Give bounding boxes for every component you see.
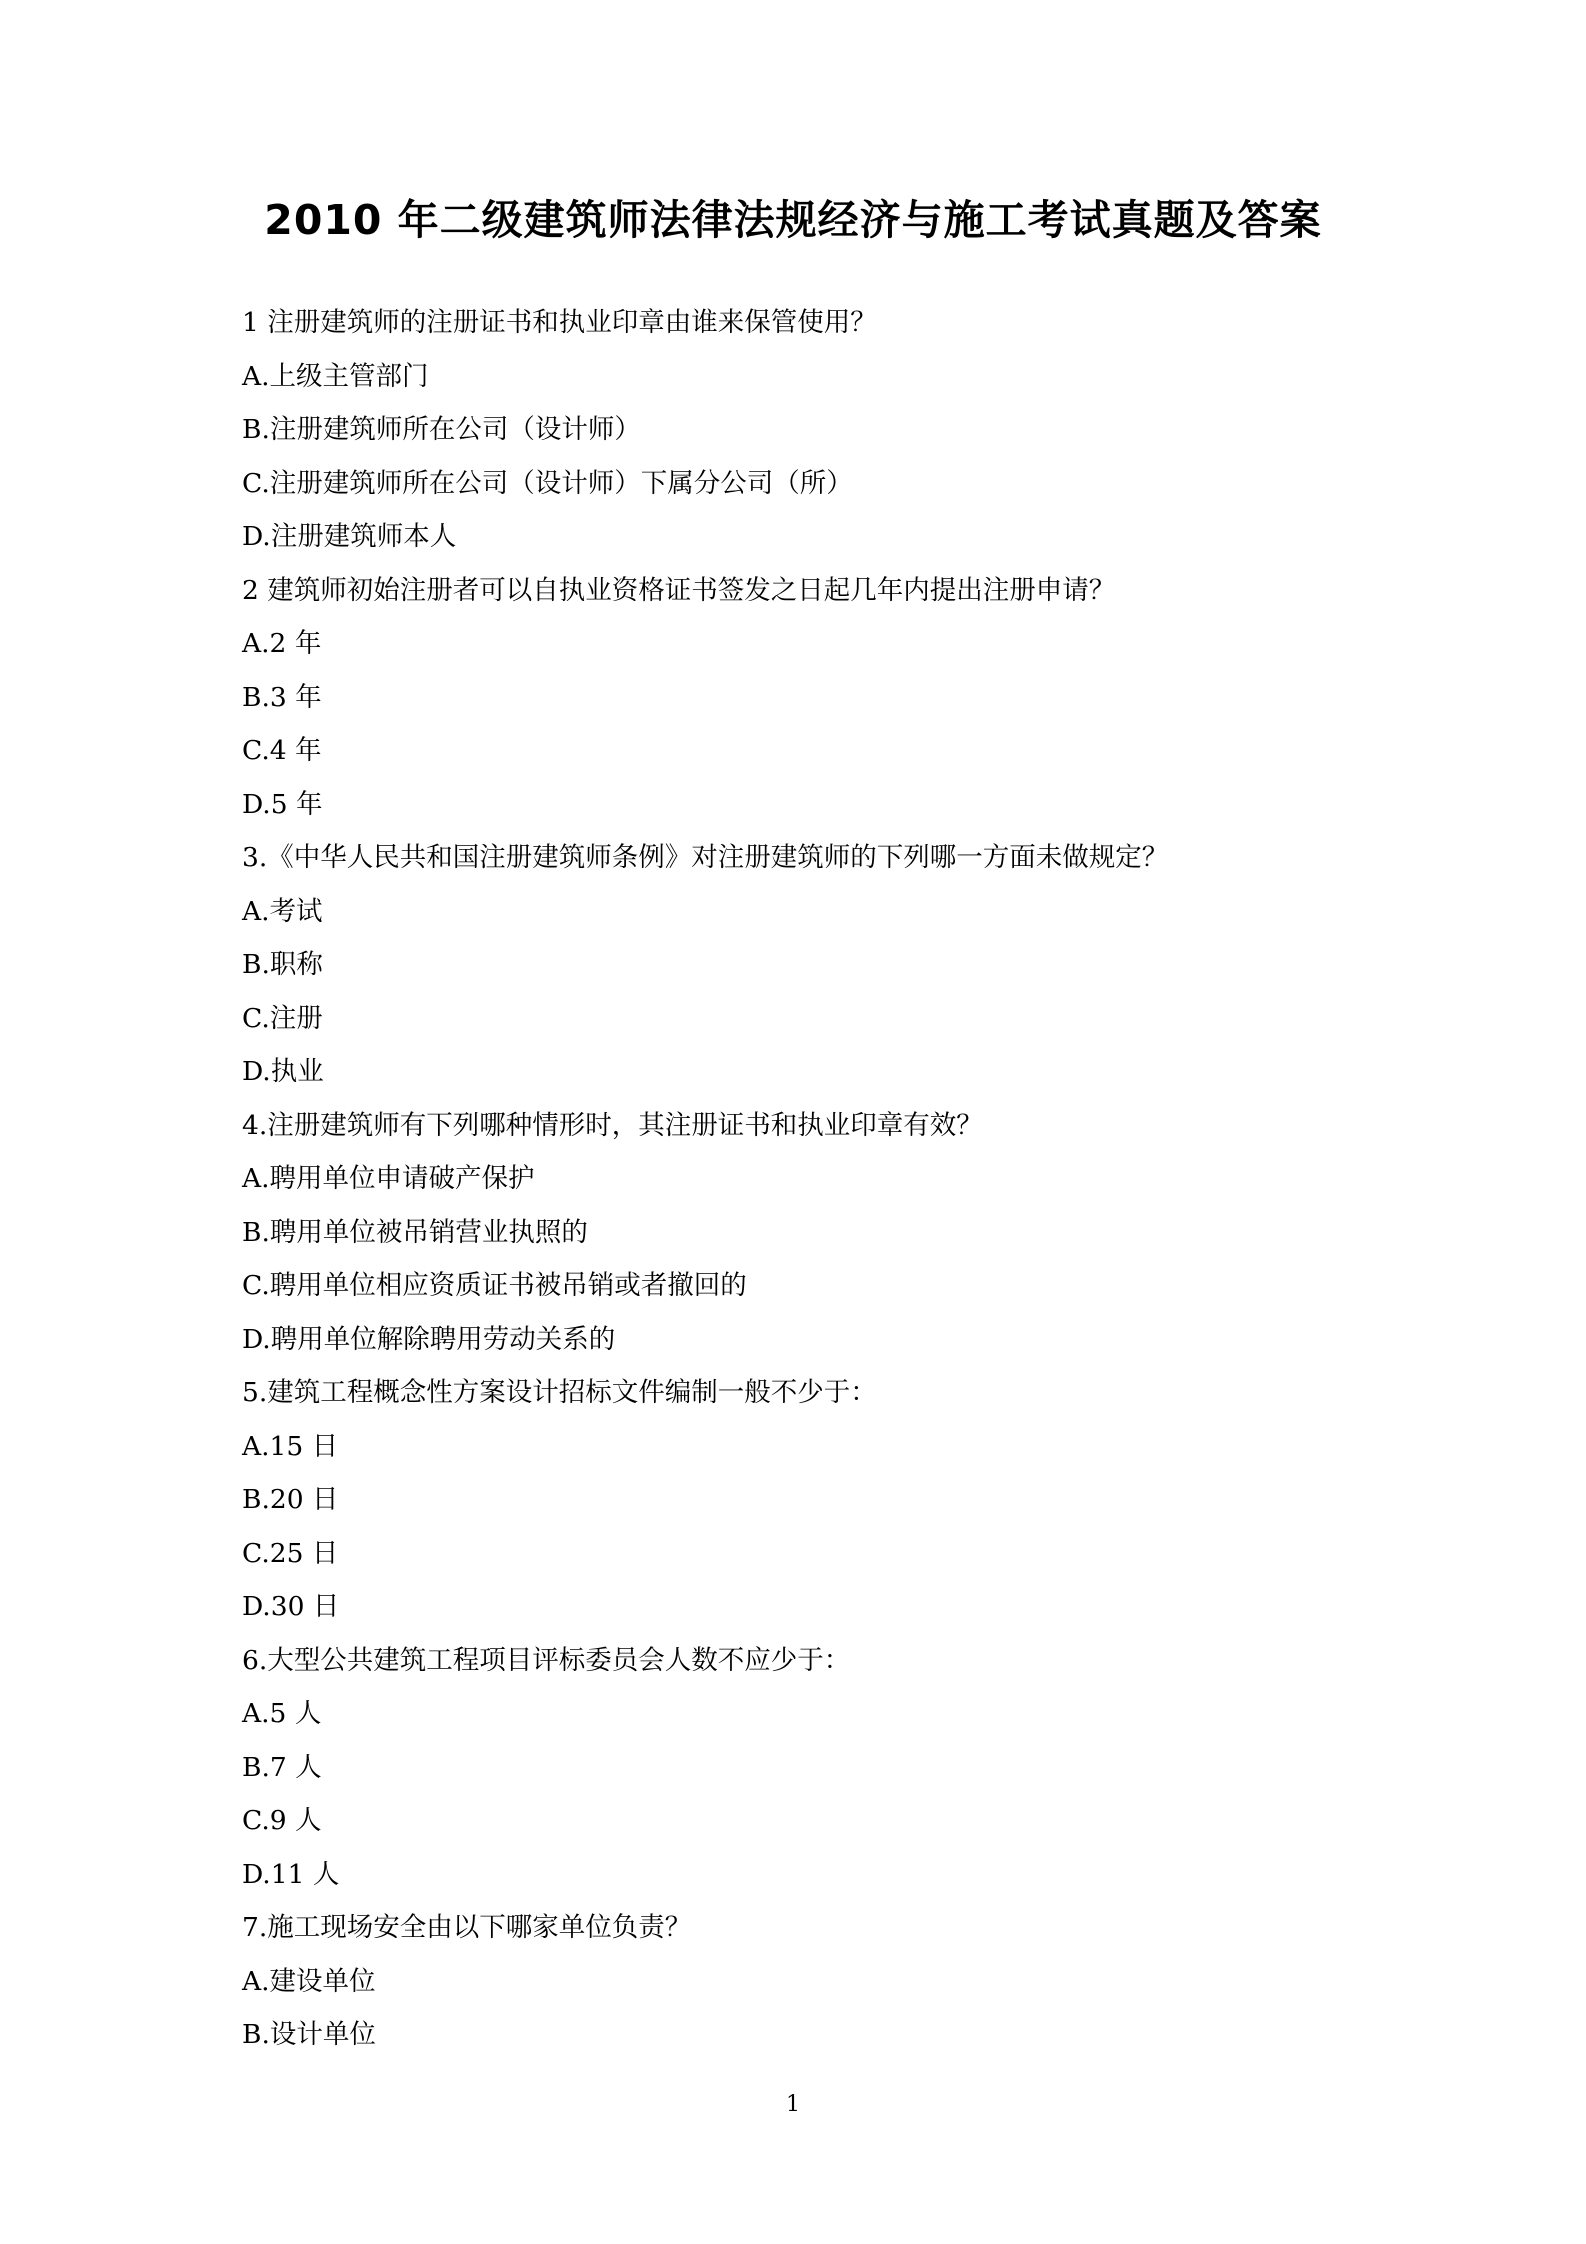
question-5-option-c: C.25 日 xyxy=(242,1537,339,1569)
question-3-option-d: D.执业 xyxy=(242,1056,324,1087)
question-2-option-a: A.2 年 xyxy=(242,628,322,659)
question-7-option-b: B.设计单位 xyxy=(242,2019,376,2050)
question-4-option-d: D.聘用单位解除聘用劳动关系的 xyxy=(242,1323,616,1355)
question-3-option-b: B.职称 xyxy=(242,949,323,980)
question-2-option-d: D.5 年 xyxy=(242,788,323,820)
document-title: 2010 年二级建筑师法律法规经济与施工考试真题及答案 xyxy=(264,196,1322,244)
question-2-option-b: B.3 年 xyxy=(242,681,322,713)
question-1-option-b: B.注册建筑师所在公司（设计师） xyxy=(242,414,641,445)
question-4-option-b: B.聘用单位被吊销营业执照的 xyxy=(242,1216,588,1248)
question-2-text: 2 建筑师初始注册者可以自执业资格证书签发之日起几年内提出注册申请？ xyxy=(242,574,1116,606)
question-5-option-d: D.30 日 xyxy=(242,1591,340,1622)
question-7-option-a: A.建设单位 xyxy=(242,1965,376,1997)
question-6-option-a: A.5 人 xyxy=(242,1698,322,1729)
question-6-option-d: D.11 人 xyxy=(242,1858,340,1890)
page-number: 1 xyxy=(786,2092,800,2117)
question-3-option-c: C.注册 xyxy=(242,1002,323,1034)
question-6-text: 6.大型公共建筑工程项目评标委员会人数不应少于： xyxy=(242,1644,851,1676)
question-2-option-c: C.4 年 xyxy=(242,735,322,766)
question-list xyxy=(242,296,1442,2062)
question-5-option-a: A.15 日 xyxy=(242,1430,339,1462)
question-3-option-a: A.考试 xyxy=(242,895,323,927)
question-5-option-b: B.20 日 xyxy=(242,1484,339,1515)
question-6-option-b: B.7 人 xyxy=(242,1751,322,1783)
question-4-option-c: C.聘用单位相应资质证书被吊销或者撤回的 xyxy=(242,1270,747,1301)
question-1-text: 1 注册建筑师的注册证书和执业印章由谁来保管使用？ xyxy=(242,307,877,338)
question-6-option-c: C.9 人 xyxy=(242,1805,322,1836)
question-4-text: 4.注册建筑师有下列哪种情形时，其注册证书和执业印章有效？ xyxy=(242,1109,983,1141)
question-1-option-a: A.上级主管部门 xyxy=(242,360,429,392)
question-7-text: 7.施工现场安全由以下哪家单位负责？ xyxy=(242,1912,692,1943)
question-1-option-d: D.注册建筑师本人 xyxy=(242,521,457,552)
question-1-option-c: C.注册建筑师所在公司（设计师）下属分公司（所） xyxy=(242,467,853,499)
question-4-option-a: A.聘用单位申请破产保护 xyxy=(242,1163,535,1194)
question-3-text: 3.《中华人民共和国注册建筑师条例》对注册建筑师的下列哪一方面未做规定？ xyxy=(242,842,1169,873)
question-5-text: 5.建筑工程概念性方案设计招标文件编制一般不少于： xyxy=(242,1377,877,1408)
